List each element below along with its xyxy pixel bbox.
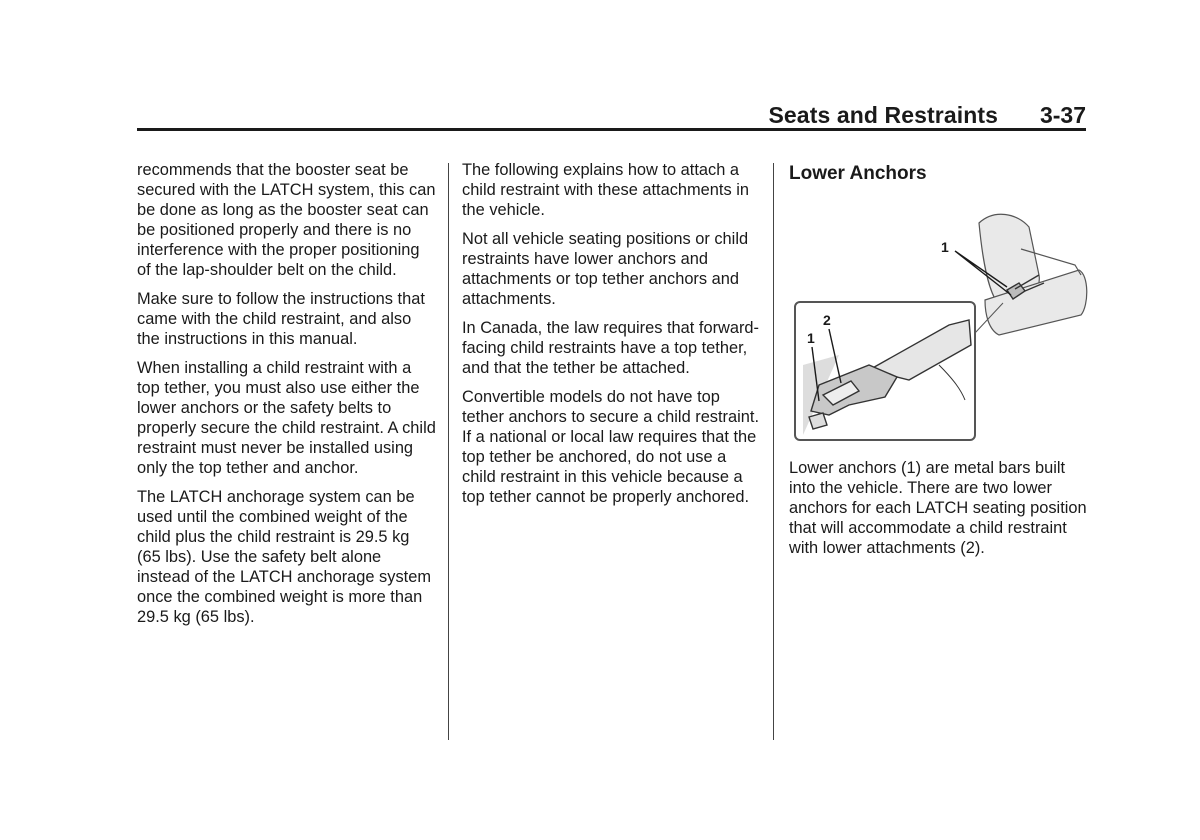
paragraph: The LATCH anchorage system can be used until the combined weight of the child plus the child restraint is 29.5 kg (65 lbs). Use the safety belt alone instead of the LATCH anchorage system once the combined weight is more than 29.5 kg (65 lbs). — [137, 488, 431, 626]
seat-illustration — [979, 214, 1087, 335]
paragraph: Not all vehicle seating positions or child restraints have lower anchors and attachments or top tether anchors and attachments. — [462, 230, 749, 308]
column-divider — [773, 163, 774, 740]
callout-label: 1 — [941, 239, 949, 255]
paragraph: When installing a child restraint with a top tether, you must also use either the lower anchors or the safety belts to properly secure the child restraint. A child restraint must never be installed using only the top tether and anchor. — [137, 359, 436, 477]
page-header — [137, 98, 1086, 132]
text-column-1 — [137, 160, 437, 636]
callout-label: 1 — [807, 330, 815, 346]
lower-anchors-diagram — [789, 205, 1089, 445]
paragraph: Convertible models do not have top tether anchors to secure a child restraint. If a national or local law requires that the top tether be anchored, do not use a child restraint in this vehicle because a top tether cannot be properly anchored. — [462, 388, 760, 506]
lower-anchors-illustration — [789, 205, 1089, 445]
section-title: Seats and Restraints — [768, 102, 998, 128]
page-number: 3-37 — [1039, 102, 1086, 128]
paragraph: Make sure to follow the instructions that came with the child restraint, and also the instructions in this manual. — [137, 290, 425, 348]
paragraph: In Canada, the law requires that forward-facing child restraints have a top tether, and that the tether be attached. — [462, 319, 760, 377]
paragraph: Lower anchors (1) are metal bars built into the vehicle. There are two lower anchors for each LATCH seating position that will accommodate a child restraint with lower attachments (2). — [789, 459, 1087, 557]
column-divider — [448, 163, 449, 740]
paragraph: The following explains how to attach a child restraint with these attachments in the vehicle. — [462, 161, 749, 219]
paragraph: recommends that the booster seat be secured with the LATCH system, this can be done as long as the booster seat can be positioned properly and there is no interference with the proper positioning of the lap-shoulder belt on the child. — [137, 161, 436, 279]
callout-label: 2 — [823, 312, 831, 328]
text-column-2 — [462, 160, 762, 516]
section-heading: Lower Anchors — [789, 163, 927, 184]
header-rule — [137, 128, 1086, 131]
